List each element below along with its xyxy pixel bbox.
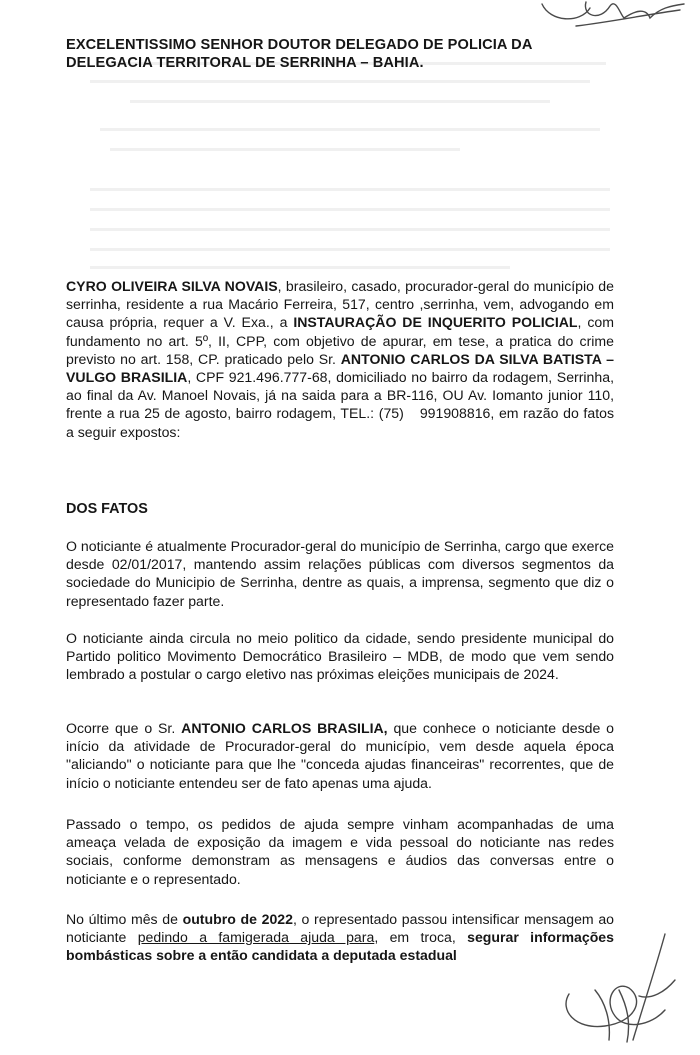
bleed-through-line — [130, 100, 550, 103]
accused-name: ANTONIO CARLOS DA SILVA BATISTA – VULGO BRASILIA — [66, 350, 614, 386]
request-type: INSTAURAÇÃO DE INQUERITO POLICIAL — [293, 314, 578, 331]
accused-short-name: ANTONIO CARLOS BRASILIA, — [181, 720, 388, 736]
bleed-through-line — [90, 188, 610, 191]
bold-closing-phrase: segurar informações bombásticas sobre a então candidata a deputada estadual — [66, 929, 614, 964]
incident-date: outubro de 2022 — [182, 911, 293, 927]
paragraph-4: Passado o tempo, os pedidos de ajuda sempre vinham acompanhadas de uma ameaça velada de exposição da imagem e vida pessoal do noticiante nas redes sociais, conforme demonstram as mensagens e áudios das conversas entre o noticiante e o representado. — [66, 816, 614, 887]
claimant-name: CYRO OLIVEIRA SILVA NOVAIS — [66, 278, 278, 294]
intro-paragraph: CYRO OLIVEIRA SILVA NOVAIS, brasileiro, casado, procurador-geral do município de serrinha, residente a rua Macário Ferreira, 517, centro ,serrinha, vem, advogando em causa própria, requer a V. Exa., a INSTAURAÇÃO DE INQUERITO POLICIAL, com fundamento no art. 5º, II, CPP, com objetivo de apurar, em tese, a pratica do crime previsto no art. 158, CP. praticado pelo Sr. ANTONIO CARLOS DA SILVA BATISTA – VULGO BRASILIA, CPF 921.496.777-68, domiciliado no bairro da rodagem, Serrinha, ao final da Av. Manoel Novais, já na saida para a BR-116, OU Av. Iomanto junior 110, frente a rua 25 de agosto, bairro rodagem, TEL.: (75) 991908816, em razão do fatos a seguir expostos: — [66, 278, 614, 440]
paragraph-1: O noticiante é atualmente Procurador-geral do município de Serrinha, cargo que exerce desde 02/01/2017, mantendo assim relações públicas com diversos segmentos da sociedade do Municipio de Serrinha, dentre as quais, a imprensa, segmento que diz o representado fazer parte. — [66, 538, 614, 609]
bleed-through-line — [90, 208, 610, 211]
addressee-heading: EXCELENTISSIMO SENHOR DOUTOR DELEGADO DE POLICIA DA DELEGACIA TERRITORAL DE SERRINHA – BAHIA. — [66, 37, 532, 71]
bleed-through-line — [100, 128, 600, 131]
phone-number: 991908816 — [419, 405, 491, 422]
top-signature — [520, 0, 690, 40]
bleed-through-line — [110, 148, 460, 151]
bleed-through-line — [90, 80, 590, 83]
bleed-through-line — [90, 248, 610, 251]
underlined-phrase: pedindo a famigerada ajuda para — [137, 929, 375, 946]
paragraph-3: Ocorre que o Sr. ANTONIO CARLOS BRASILIA, que conhece o noticiante desde o início da atividade de Procurador-geral do município, vem desde aquela época "aliciando" o noticiante para que lhe "conceda ajudas financeiras" recorrentes, que de início o noticiante entendeu ser de fato apenas uma ajuda. — [66, 720, 615, 791]
section-heading: DOS FATOS — [66, 501, 148, 517]
bleed-through-line — [90, 228, 610, 231]
bleed-through-line — [90, 266, 510, 269]
paragraph-2: O noticiante ainda circula no meio politico da cidade, sendo presidente municipal do Partido politico Movimento Democrático Brasileiro – MDB, de modo que vem sendo lembrado a postular o cargo eletivo nas próximas eleições municipais de 2024. — [66, 630, 614, 683]
paragraph-5: No último mês de outubro de 2022, o representado passou intensificar mensagem ao noticiante pedindo a famigerada ajuda para, em troca, segurar informações bombásticas sobre a então candidata a deputada estadual — [66, 911, 615, 964]
